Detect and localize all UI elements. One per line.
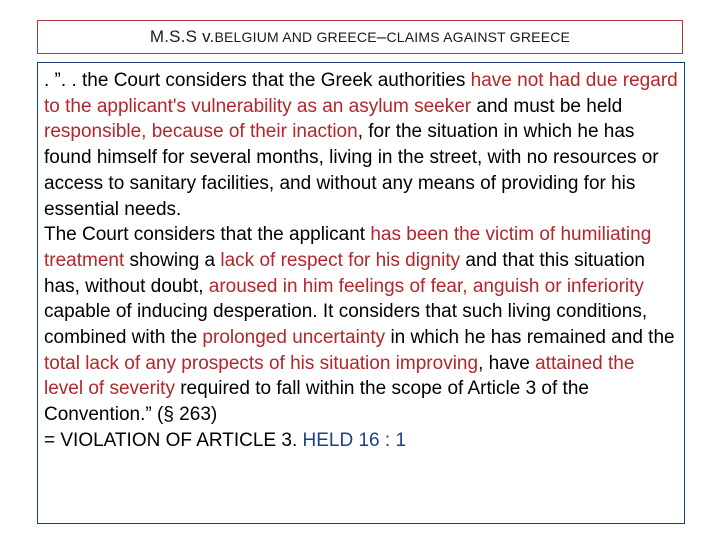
slide-title [37,20,683,54]
title-case-name: M.S.S v. [149,27,215,46]
highlighted-phrase: attained the level of severity [44,352,635,400]
quote-text: in which he has remained and the [385,327,675,349]
highlighted-phrase: have not had due regard to the applicant's vulnerability as an asylum seeker [44,70,678,117]
quote-paragraph-1 [44,68,678,222]
quote-text: capable of inducing desperation. It considers that such living conditions, combined with the [44,301,648,349]
highlighted-phrase: total lack of any prospects of his situation improving [44,352,479,374]
held-vote: HELD 16 : 1 [302,429,407,451]
highlighted-phrase: prolonged uncertainty [202,327,386,349]
title-claims: CLAIMS AGAINST GREECE [386,29,571,45]
highlighted-phrase: lack of respect for his dignity [220,249,461,271]
highlighted-phrase: has been the victim of humiliating treatment [44,224,652,271]
quote-text: , have [478,352,536,374]
verdict-text: = VIOLATION OF ARTICLE 3. [44,429,303,451]
quote-text: and that this situation has, without doubt, [44,249,645,297]
quote-text: and must be held [471,95,623,117]
title-parties: BELGIUM AND GREECE [214,29,377,45]
highlighted-phrase: responsible, because of their inaction [44,121,358,143]
quote-text: The Court considers that the applicant [44,224,371,246]
quote-text: required to fall within the scope of Article 3 of the Convention.” (§ 263) [44,378,589,426]
verdict-line [44,428,678,454]
quote-text: , for the situation in which he has found himself for several months, living in the street, with no resources or access to sanitary facilities, and without any means of providing for his essential needs. [44,121,659,220]
quote-text: showing a [124,249,221,271]
quote-paragraph-2 [44,222,678,428]
highlighted-phrase: aroused in him feelings of fear, anguish or inferiority [208,275,644,297]
title-dash: – [376,27,387,46]
quote-text: . ”. . the Court considers that the Greek authorities [44,70,471,91]
quote-box [37,62,685,524]
